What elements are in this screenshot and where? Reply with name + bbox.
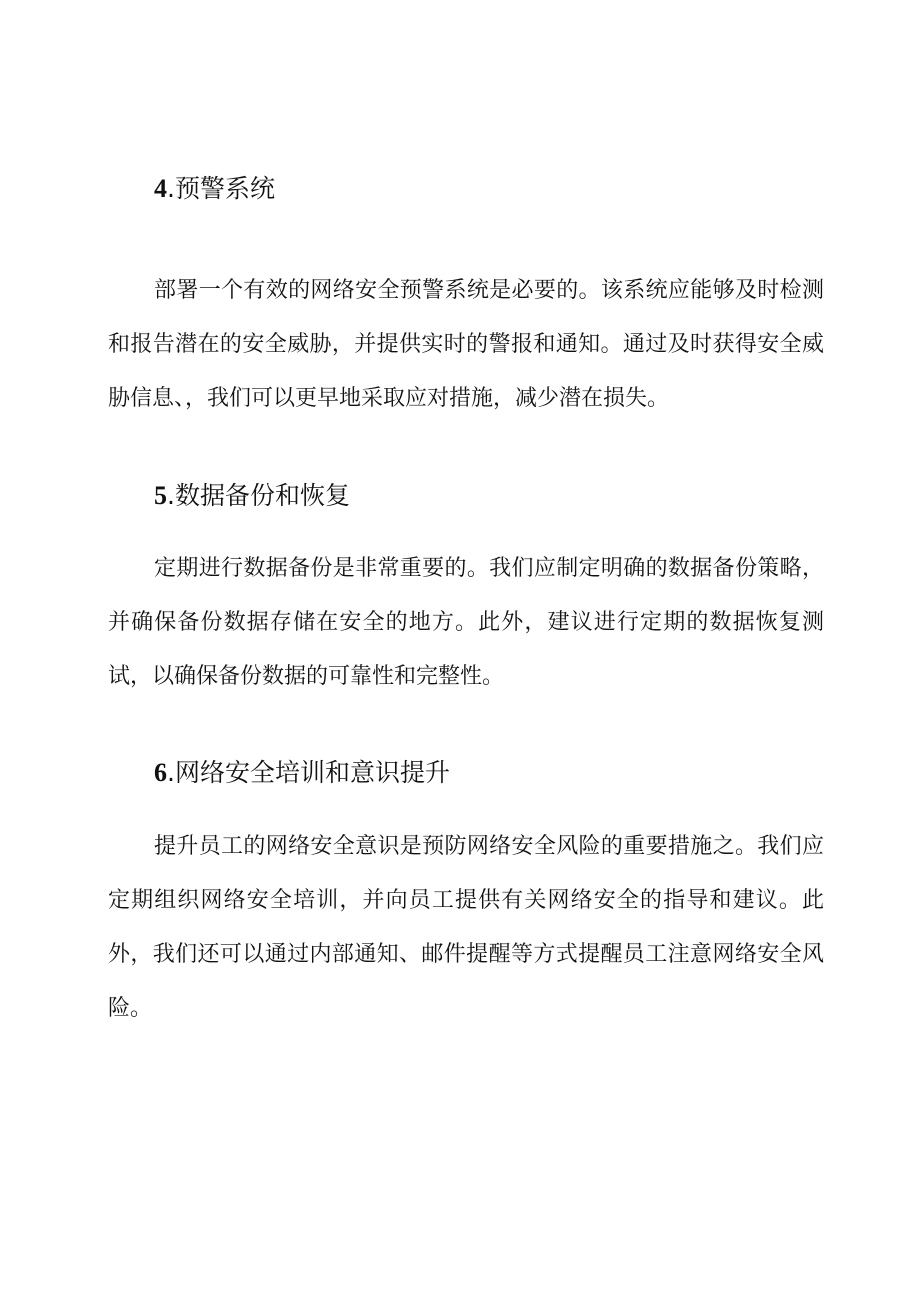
section-number: 6 xyxy=(154,758,167,787)
section-4-body xyxy=(108,264,824,426)
section-paragraph: 部署一个有效的网络安全预警系统是必要的。该系统应能够及时检测和报告潜在的安全威胁，并提供实时的警报和通知。通过及时获得安全威胁信息、，我们可以更早地采取应对措施，减少潜在损失。 xyxy=(108,278,824,411)
section-5-body xyxy=(108,542,824,704)
section-heading xyxy=(108,756,824,790)
section-6-heading xyxy=(108,756,824,790)
section-title: .网络安全培训和意识提升 xyxy=(167,758,450,787)
section-5-heading xyxy=(108,479,824,513)
section-number: 5 xyxy=(154,481,167,510)
section-4-heading xyxy=(108,172,824,206)
section-title: .数据备份和恢复 xyxy=(167,481,350,510)
section-heading xyxy=(108,479,824,513)
section-number: 4 xyxy=(154,174,167,203)
section-paragraph: 定期进行数据备份是非常重要的。我们应制定明确的数据备份策略，并确保备份数据存储在安全的地方。此外，建议进行定期的数据恢复测试，以确保备份数据的可靠性和完整性。 xyxy=(108,556,824,689)
section-title: .预警系统 xyxy=(167,174,275,203)
section-paragraph: 提升员工的网络安全意识是预防网络安全风险的重要措施之。我们应定期组织网络安全培训，并向员工提供有关网络安全的指导和建议。此外，我们还可以通过内部通知、邮件提醒等方式提醒员工注意网络安全风险。 xyxy=(108,834,824,1021)
section-6-body xyxy=(108,820,824,1036)
section-heading xyxy=(108,172,824,206)
